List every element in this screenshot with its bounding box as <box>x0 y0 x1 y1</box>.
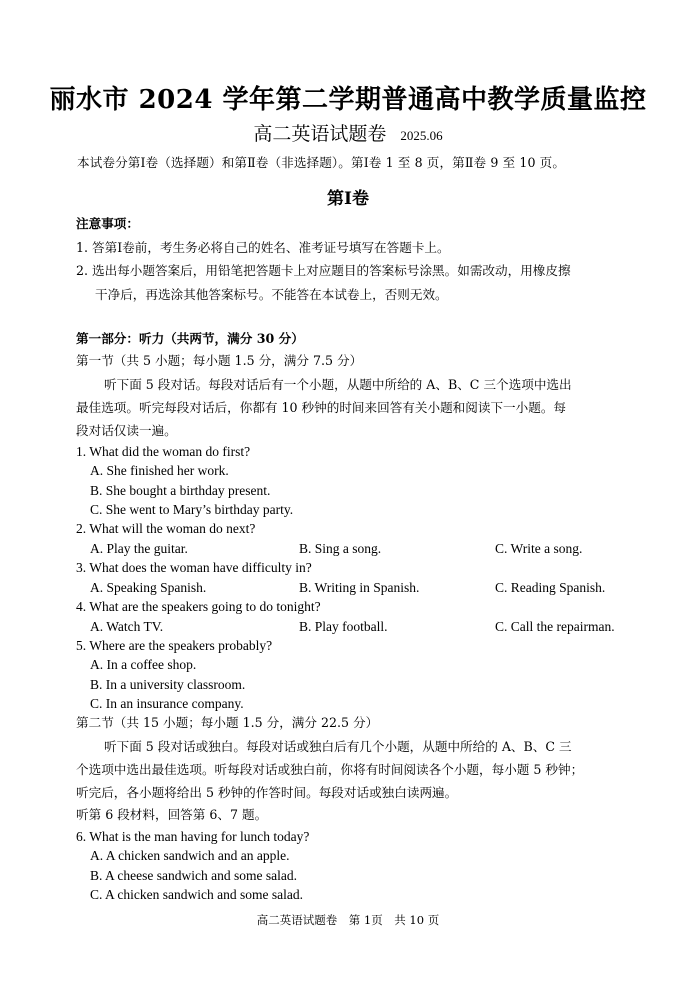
option-3c: C. Reading Spanish. <box>495 580 606 595</box>
exam-intro: 本试卷分第Ⅰ卷（选择题）和第Ⅱ卷（非选择题）。第Ⅰ卷 1 至 8 页，第Ⅱ卷 9 至 10 页。 <box>77 155 566 170</box>
option-6a: A. A chicken sandwich and an apple. <box>90 848 290 863</box>
section1-instructions-line: 段对话仅读一遍。 <box>76 423 177 438</box>
page-footer: 高二英语试题卷 第 1页 共 10 页 <box>256 913 440 927</box>
notice-heading: 注意事项： <box>76 216 139 231</box>
notice-item: 1. 答第Ⅰ卷前，考生务必将自己的姓名、准考证号填写在答题卡上。 <box>76 240 450 255</box>
option-1b: B. She bought a birthday present. <box>90 483 271 498</box>
exam-subtitle: 高二英语试题卷 <box>253 123 387 145</box>
option-2a: A. Play the guitar. <box>90 541 188 556</box>
section1-instructions-line: 听下面 5 段对话。每段对话后有一个小题，从题中所给的 A、B、C 三个选项中选出 <box>104 377 572 392</box>
question-3-options <box>90 579 650 597</box>
part1-heading: 第一部分：听力（共两节，满分 30 分） <box>76 331 304 346</box>
option-3a: A. Speaking Spanish. <box>90 580 207 595</box>
option-5a: A. In a coffee shop. <box>90 657 197 672</box>
exam-subtitle-row <box>0 119 696 146</box>
option-1a: A. She finished her work. <box>90 463 229 478</box>
option-2b: B. Sing a song. <box>299 541 382 556</box>
section2-instructions-line: 听下面 5 段对话或独白。每段对话或独白后有几个小题，从题中所给的 A、B、C 三 <box>104 739 572 754</box>
option-3b: B. Writing in Spanish. <box>299 580 420 595</box>
volume-heading: 第Ⅰ卷 <box>327 189 369 209</box>
option-4a: A. Watch TV. <box>90 619 164 634</box>
notice-item-continued: 干净后，再选涂其他答案标号。不能答在本试卷上，否则无效。 <box>95 287 448 302</box>
section2-instructions-line: 个选项中选出最佳选项。听每段对话或独白前，你将有时间阅读各个小题，每小题 5 秒钟； <box>76 762 584 777</box>
section1-heading: 第一节（共 5 小题；每小题 1.5 分，满分 7.5 分） <box>76 353 363 368</box>
option-4b: B. Play football. <box>299 619 388 634</box>
option-1c: C. She went to Mary’s birthday party. <box>90 502 294 517</box>
option-6c: C. A chicken sandwich and some salad. <box>90 887 303 902</box>
option-5b: B. In a university classroom. <box>90 677 246 692</box>
question-4-options <box>90 618 650 636</box>
material-note: 听第 6 段材料，回答第 6、7 题。 <box>76 807 268 822</box>
section2-instructions-line: 听完后，各小题将给出 5 秒钟的作答时间。每段对话或独白读两遍。 <box>76 785 458 800</box>
option-2c: C. Write a song. <box>495 541 583 556</box>
question-2-options <box>90 540 650 558</box>
option-5c: C. In an insurance company. <box>90 696 244 711</box>
exam-title: 丽水市 2024 学年第二学期普通高中教学质量监控 <box>49 85 647 115</box>
question-4: 4. What are the speakers going to do tonight? <box>76 599 321 614</box>
section1-instructions-line: 最佳选项。听完每段对话后，你都有 10 秒钟的时间来回答有关小题和阅读下一小题。每 <box>76 400 567 415</box>
option-4c: C. Call the repairman. <box>495 619 615 634</box>
section2-heading: 第二节（共 15 小题；每小题 1.5 分，满分 22.5 分） <box>76 715 379 730</box>
exam-date: 2025.06 <box>400 128 443 143</box>
question-1: 1. What did the woman do first? <box>76 444 251 459</box>
question-3: 3. What does the woman have difficulty in? <box>76 560 312 575</box>
question-2: 2. What will the woman do next? <box>76 521 256 536</box>
question-6: 6. What is the man having for lunch today? <box>76 829 310 844</box>
question-5: 5. Where are the speakers probably? <box>76 638 273 653</box>
option-6b: B. A cheese sandwich and some salad. <box>90 868 297 883</box>
notice-item: 2. 选出每小题答案后，用铅笔把答题卡上对应题目的答案标号涂黑。如需改动，用橡皮擦 <box>76 263 571 278</box>
